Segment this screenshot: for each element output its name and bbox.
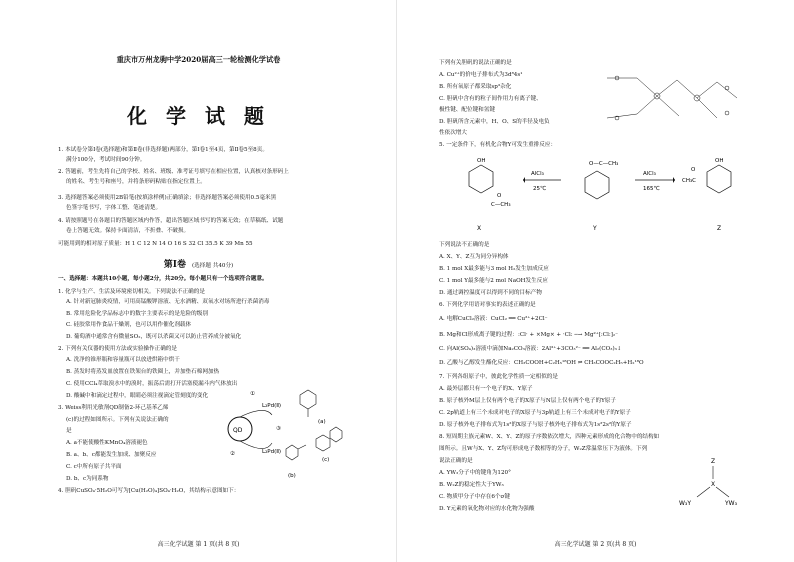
question-5-stem: 5. 一定条件下，有机化合物Y可发生重排反应： bbox=[439, 142, 557, 148]
catalytic-cycle-figure bbox=[200, 385, 340, 485]
question-8-structure bbox=[677, 455, 747, 515]
page-footer: 高三化学试题 第 1 页(共 8 页) bbox=[157, 541, 240, 548]
compound-z bbox=[682, 158, 731, 232]
part-heading: 一、选择题：本题共10小题，每小题2分，共20分。每小题只有一个选项符合题意。 bbox=[58, 276, 268, 282]
molecule-a-label: (a) bbox=[318, 419, 326, 425]
question-4-option-b: B. 所有氧原子都采取sp³杂化 bbox=[439, 84, 512, 90]
instruction-line: 3. 选择题答案必须使用2B铅笔(按填涂样例)正确填涂；非选择题答案必须使用0.5毫米黑 bbox=[58, 195, 277, 201]
instruction-line: 2. 答题前，考生先将自己的学校、姓名、班级、准考证号填写在相应位置，认真核对条形码上 bbox=[58, 169, 289, 175]
question-7-option-b: B. 原子核外M层上仅有两个电子的X原子与N层上仅有两个电子的Y原子 bbox=[439, 398, 616, 404]
question-3-stem: 3. Weiss利用光敏剂QD制备2-环己基苯乙烯 bbox=[58, 405, 169, 411]
temperature-2-label: 165℃ bbox=[643, 186, 660, 192]
reagent-1-label: AlCl₃ bbox=[531, 171, 544, 177]
question-4-option-d: D. 胆矾所含元素中，H、O、S的半径及电负 bbox=[439, 119, 550, 125]
compound-z-hydroxyl: OH bbox=[715, 158, 724, 164]
section-title bbox=[0, 257, 397, 270]
question-8-option-a: A. YW₃分子中的键角为120° bbox=[439, 470, 511, 476]
chalcanthite-structure bbox=[597, 58, 747, 138]
question-5-intro: 下列说法不正确的是 bbox=[439, 242, 490, 248]
step-label: ② bbox=[230, 451, 235, 457]
question-8-stem: 8. 短周期主族元素W、X、Y、Z的原子序数依次增大，四种元素形成的化合物中的结构如 bbox=[439, 434, 660, 440]
step-label: ① bbox=[250, 391, 255, 397]
question-1-option-c: C. 硅胶常用作食品干燥剂，也可以用作催化剂载体 bbox=[66, 322, 192, 328]
rearrangement-reaction bbox=[439, 150, 759, 240]
compound-y bbox=[585, 161, 618, 232]
section-note: (选择题 共40分) bbox=[191, 263, 234, 269]
question-7-option-d: D. 原子核外电子排布式为1s²的X原子与原子核外电子排布式为1s²2s²的Y原子 bbox=[439, 422, 632, 428]
reagent-2-label: AlCl₃ bbox=[643, 171, 656, 177]
compound-y-label: Y bbox=[593, 225, 597, 232]
compound-x-oxygen: O bbox=[497, 193, 502, 199]
question-8-option-d: D. Y元素的氧化物对应的水化物为强酸 bbox=[439, 506, 535, 512]
question-5-option-b: B. 1 mol X最多能与3 mol H₂发生加成反应 bbox=[439, 266, 549, 272]
molecule-b bbox=[286, 445, 306, 479]
temperature-1-label: 25℃ bbox=[533, 186, 547, 192]
page-2 bbox=[397, 0, 794, 562]
exam-header: 重庆市万州龙驹中学2020届高三一轮检测化学试卷 bbox=[116, 55, 281, 64]
question-5-option-c: C. 1 mol Y最多能与2 mol NaOH发生反应 bbox=[439, 278, 548, 284]
question-3-option-a: A. a不能使酸性KMnO₄溶液褪色 bbox=[66, 440, 148, 446]
pd-label-2: L₂Pd(Ⅱ) bbox=[262, 449, 282, 455]
question-4-intro: 下列有关胆矾的说法正确的是 bbox=[439, 60, 512, 66]
question-3-option-d: D. b、c为同系物 bbox=[66, 476, 109, 482]
instruction-line: 的姓名、考生号和座号，并将条形码粘贴在指定位置上。 bbox=[66, 179, 206, 185]
compound-x-hydroxyl: OH bbox=[477, 158, 486, 164]
atomic-masses: 可能用到的相对原子质量：H 1 C 12 N 14 O 16 S 32 Cl 35.5 K 39 Mn 55 bbox=[58, 241, 253, 247]
question-4-option-a: A. Cu²⁺的价电子排布式为3d⁸4s¹ bbox=[439, 72, 523, 78]
question-4-stem: 4. 胆矾CuSO₄·5H₂O可写为[Cu(H₂O)₄]SO₄·H₂O，其结构示意图如下： bbox=[58, 488, 240, 494]
qd-label: QD bbox=[233, 427, 243, 434]
compound-y-ester: O—C—CH₃ bbox=[589, 161, 619, 167]
question-3-stem-line: 是 bbox=[66, 428, 72, 434]
arrow-2 bbox=[635, 171, 675, 192]
question-2-option-b: B. 蒸发时将蒸发皿放置在铁架台的铁圈上，并加垫石棉网加热 bbox=[66, 369, 220, 375]
structure-group-right: YW₃ bbox=[725, 500, 738, 507]
question-1-option-b: B. 常用危险化学品标志中的数字主要表示的是危险的级别 bbox=[66, 311, 208, 317]
question-6-stem: 6. 下列化学用语对事实的表述正确的是 bbox=[439, 302, 536, 308]
question-1-stem: 1. 化学与生产、生活及环境密切相关。下列说法不正确的是 bbox=[58, 289, 205, 295]
structure-atom-x: X bbox=[711, 481, 716, 488]
question-4-option-c: C. 胆矾中含有的粒子间作用力有离子键、 bbox=[439, 96, 542, 102]
compound-z-label: Z bbox=[717, 225, 722, 232]
structure-atom-z: Z bbox=[711, 458, 716, 465]
instruction-line: 4. 请按照题号在各题目的答题区域内作答，超出答题区域书写的答案无效；在草稿纸、试题 bbox=[58, 218, 284, 224]
instruction-line: 色签字笔书写，字体工整、笔迹清楚。 bbox=[66, 205, 162, 211]
page-footer: 高三化学试题 第 2 页(共 8 页) bbox=[554, 541, 637, 548]
compound-z-oxygen: O bbox=[691, 167, 696, 173]
question-5-option-d: D. 通过调控温度可以得到不同的目标产物 bbox=[439, 290, 542, 296]
question-3-option-c: C. c中所有原子共平面 bbox=[66, 464, 122, 470]
question-2-option-c: C. 使用CCl₄萃取溴水中的溴时，振荡后需打开活塞使漏斗内气体放出 bbox=[66, 381, 238, 387]
question-1-option-a: A. 针对新冠肺炎疫情，可用高锰酸钾溶液、无水酒精、双氧水对场所进行杀菌消毒 bbox=[66, 299, 270, 305]
question-6-option-a: A. 电解CuCl₂溶液：CuCl₂ ══ Cu²⁺+2Cl⁻ bbox=[439, 316, 548, 322]
qd-catalyst bbox=[228, 410, 272, 448]
pd-label-1: L₂Pd(Ⅱ) bbox=[262, 403, 282, 409]
question-3-option-b: B. a、b、c都能发生加成、加聚反应 bbox=[66, 452, 157, 458]
step-label: ③ bbox=[276, 426, 281, 432]
instruction-line: 卷上答题无效。保持卡面清洁，不折叠、不破损。 bbox=[66, 228, 190, 234]
exam-title: 化 学 试 题 bbox=[127, 104, 270, 128]
question-6-option-d: D. 乙酸与乙醇发生酯化反应：CH₃COOH+C₂H₅¹⁸OH ⇌ CH₃COOC₂H₅+H₂¹⁸O bbox=[439, 360, 644, 366]
question-4-option-c-cont: 极性键、配位键和氢键 bbox=[439, 107, 495, 113]
molecule-a bbox=[300, 390, 326, 425]
compound-z-acetyl: CH₃C bbox=[682, 178, 697, 184]
section-title-text: 第Ⅰ卷 bbox=[163, 260, 186, 270]
question-6-option-c: C. 向Al(SO₄)₃溶液中滴加Na₂CO₃溶液：2Al³⁺+3CO₃²⁻ ══ Al₂(CO₃)₃↓ bbox=[439, 346, 622, 352]
question-6-option-b: B. Mg和Cl形成离子键的过程：:Cl· + ×Mg× + ·Cl: ─→ Mg²⁺[:Cl:]₂⁻ bbox=[439, 332, 619, 338]
question-2-stem: 2. 下列有关仪器的使用方法或实验操作正确的是 bbox=[58, 346, 177, 352]
question-8-option-c: C. 物质甲分子中存在6个σ键 bbox=[439, 494, 510, 500]
arrow-1 bbox=[523, 171, 561, 192]
question-8-option-b: B. W₂Z的稳定性大于YW₃ bbox=[439, 482, 504, 488]
molecule-c bbox=[316, 427, 342, 463]
question-7-stem: 7. 下列各组原子中，彼此化学性质一定相似的是 bbox=[439, 374, 558, 380]
molecule-c-label: (c) bbox=[322, 457, 330, 463]
instruction-line: 满分100分，考试时间90分钟。 bbox=[66, 157, 146, 163]
question-1-option-d: D. 葡萄酒中通常含有微量SO₂，既可以杀菌又可以防止营养成分被氧化 bbox=[66, 334, 242, 340]
question-3-stem-line: (c)的过程如图所示。下列有关说法正确的 bbox=[66, 417, 169, 423]
compound-x bbox=[469, 158, 511, 232]
question-8-stem-line: 说法正确的是 bbox=[439, 458, 473, 464]
structure-group-left: W₃Y bbox=[679, 500, 692, 507]
question-5-option-a: A. X、Y、Z互为同分异构体 bbox=[439, 254, 509, 260]
compound-x-label: X bbox=[477, 225, 482, 232]
question-4-option-d-cont: 性依次增大 bbox=[439, 130, 467, 136]
question-2-option-d: D. 酸碱中和滴定过程中，眼睛必须注视滴定管刻度的变化 bbox=[66, 393, 209, 399]
question-7-option-c: C. 2p轨道上有三个未成对电子的X原子与3p轨道上有三个未成对电子的Y原子 bbox=[439, 410, 631, 416]
molecule-b-label: (b) bbox=[288, 473, 296, 479]
instruction-line: 1. 本试卷分第Ⅰ卷(选择题)和第Ⅱ卷(非选择题)两部分，第Ⅰ卷1至4页，第Ⅱ卷5至8页。 bbox=[58, 147, 268, 153]
compound-x-acetyl: C—CH₃ bbox=[491, 202, 511, 208]
question-7-option-a: A. 最外层都只有一个电子的X、Y原子 bbox=[439, 386, 533, 392]
question-2-option-a: A. 洗净的锥形瓶和容量瓶可以放进烘箱中烘干 bbox=[66, 357, 180, 363]
question-8-stem-line: 图所示。且W与X、Y、Z均可形成电子数相等的分子，W₂Z常温常压下为液体。下列 bbox=[439, 446, 648, 452]
